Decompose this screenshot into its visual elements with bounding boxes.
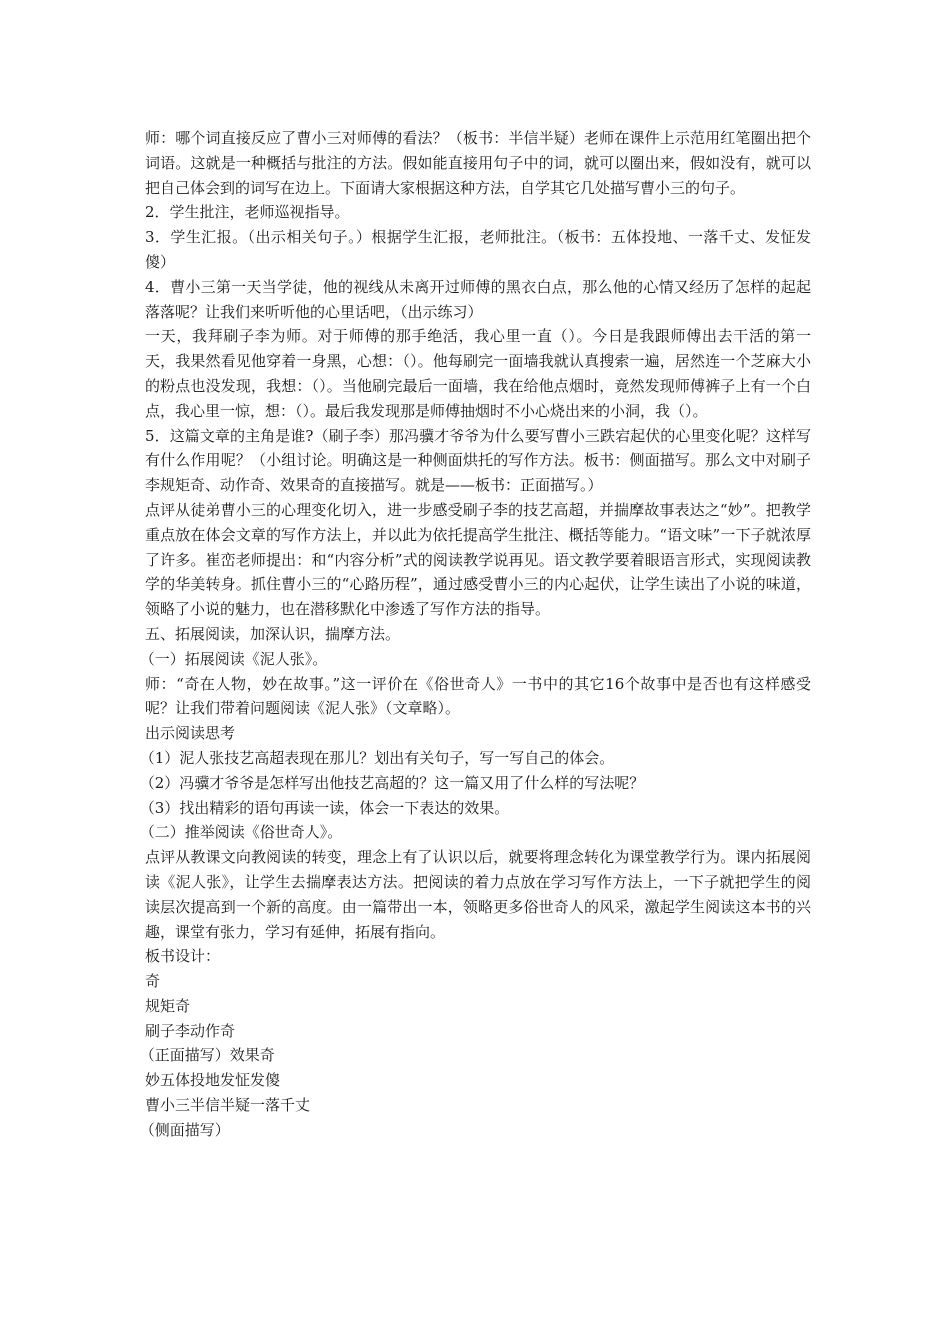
blackboard-line-1: 奇 [145,972,161,991]
blackboard-line-7: （侧面描写） [139,1120,230,1139]
subheading-recommended-reading: （二）推举阅读《俗世奇人》。 [139,823,343,842]
paragraph-reading-prompt: 出示阅读思考 [145,724,236,743]
blackboard-line-5: 妙五体投地发怔发傻 [145,1071,281,1090]
paragraph-step-4: 4．曹小三第一天当学徒，他的视线从未离开过师傅的黑衣白点，那么他的心情又经历了怎样的起起落落呢？让我们来听听他的心里话吧，（出示练习） [145,277,811,321]
blackboard-line-3: 刷子李动作奇 [145,1021,236,1040]
blackboard-line-4: （正面描写）效果奇 [139,1046,275,1065]
paragraph-teacher-question: 师：哪个词直接反应了曹小三对师傅的看法？（板书：半信半疑）老师在课件上示范用红笔圈出把个词语。这就是一种概括与批注的方法。假如能直接用句子中的词，就可以圈出来，假如没有，就可以把自己体会到的词写在边上。下面请大家根据这种方法，自学其它几处描写曹小三的句子。 [145,129,811,197]
paragraph-exercise: 一天，我拜刷子李为师。对于师傅的那手绝活，我心里一直（）。今日是我跟师傅出去干活的第一天，我果然看见他穿着一身黑，心想：（）。他每刷完一面墙我就认真搜索一遍，居然连一个芝麻大小的粉点也没发现，我想：（）。当他刷完最后一面墙，我在给他点烟时，竟然发现师傅裤子上有一个白点，我心里一惊，想：（）。最后我发现那是师傅抽烟时不小心烧出来的小洞，我（）。 [145,327,811,420]
paragraph-commentary-1: 点评从徒弟曹小三的心理变化切入，进一步感受刷子李的技艺高超，并揣摩故事表达之“妙”。把教学重点放在体会文章的写作方法上，并以此为依托提高学生批注、概括等能力。“语文味”一下子就浓厚了许多。崔峦老师提出：和“内容分析”式的阅读教学说再见。语文教学要着眼语言形式，实现阅读教学的华美转身。抓住曹小三的“心路历程”，通过感受曹小三的内心起伏，让学生读出了小说的味道，领略了小说的魅力，也在潜移默化中渗透了写作方法的指导。 [145,500,811,619]
blackboard-line-6: 曹小三半信半疑一落千丈 [145,1096,311,1115]
paragraph-step-3: 3．学生汇报。（出示相关句子。）根据学生汇报，老师批注。（板书：五体投地、一落千丈、发怔发傻） [145,228,811,271]
paragraph-teacher-quote: 师：“奇在人物，妙在故事。”这一评价在《俗世奇人》一书中的其它16个故事中是否也有这样感受呢？让我们带着问题阅读《泥人张》（文章略）。 [145,674,811,718]
paragraph-step-2: 2．学生批注，老师巡视指导。 [145,203,350,222]
document-body [139,126,811,1143]
question-3: （3）找出精彩的语句再读一读，体会一下表达的效果。 [139,798,510,817]
blackboard-line-2: 规矩奇 [145,996,191,1015]
subheading-extended-reading: （一）拓展阅读《泥人张》。 [139,649,328,668]
paragraph-commentary-2: 点评从教课文向教阅读的转变，理念上有了认识以后，就要将理念转化为课堂教学行为。课内拓展阅读《泥人张》，让学生去揣摩表达方法。把阅读的着力点放在学习写作方法上，一下子就把学生的阅读层次提高到一个新的高度。由一篇带出一本，领略更多俗世奇人的风采，激起学生阅读这本书的兴趣，课堂有张力，学习有延伸，拓展有指向。 [145,848,811,941]
section-heading-5: 五、拓展阅读，加深认识，揣摩方法。 [145,624,401,643]
question-1: （1）泥人张技艺高超表现在那儿？划出有关句子，写一写自己的体会。 [139,748,615,767]
blackboard-design-heading: 板书设计： [145,947,221,966]
question-2: （2）冯骥才爷爷是怎样写出他技艺高超的？这一篇又用了什么样的写法呢？ [139,773,645,792]
paragraph-step-5: 5．这篇文章的主角是谁?（刷子李）那冯骥才爷爷为什么要写曹小三跌宕起伏的心里变化呢？这样写有什么作用呢？（小组讨论。明确这是一种侧面烘托的写作方法。板书：侧面描写。那么文中对刷子李规矩奇、动作奇、效果奇的直接描写。就是——板书：正面描写。） [145,426,811,495]
